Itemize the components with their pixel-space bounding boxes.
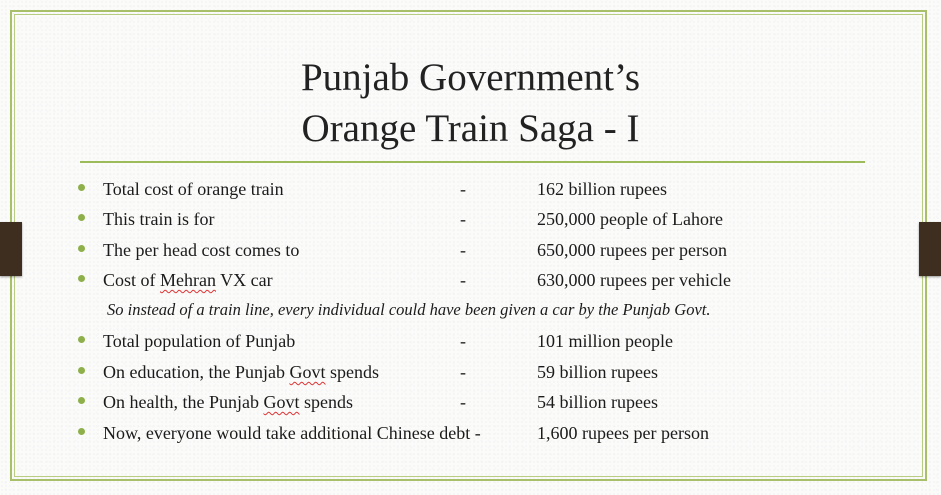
- item-value: 1,600 rupees per person: [537, 423, 709, 443]
- item-value: 162 billion rupees: [537, 179, 667, 199]
- item-separator: -: [460, 240, 466, 260]
- item-label: [103, 358, 379, 386]
- item-label: Total population of Punjab: [103, 331, 296, 351]
- list-item: [0, 358, 941, 388]
- list-item: [0, 419, 941, 449]
- bullet-dot: [78, 397, 85, 404]
- list-item: [0, 388, 941, 418]
- item-value: 59 billion rupees: [537, 362, 658, 382]
- label-text: On health, the Punjab: [103, 392, 264, 412]
- item-label: Total cost of orange train: [103, 179, 284, 199]
- item-separator: -: [460, 331, 466, 351]
- item-label: The per head cost comes to: [103, 240, 300, 260]
- item-separator: -: [460, 209, 466, 229]
- item-value: 54 billion rupees: [537, 392, 658, 412]
- list-item: [0, 266, 941, 296]
- spellcheck-word: Govt: [289, 362, 326, 382]
- label-text: VX car: [216, 270, 273, 290]
- note-text: So instead of a train line, every individual could have been given a car by the Punjab Govt.: [107, 300, 711, 319]
- item-label: [103, 266, 273, 294]
- bullet-dot: [78, 367, 85, 374]
- italic-note: [0, 296, 941, 326]
- item-value: 650,000 rupees per person: [537, 240, 727, 260]
- item-value: 630,000 rupees per vehicle: [537, 270, 731, 290]
- spellcheck-word: Mehran: [160, 270, 216, 290]
- title-line-1: Punjab Government’s: [300, 56, 641, 99]
- item-separator: -: [460, 270, 466, 290]
- item-label: Now, everyone would take additional Chinese debt -: [103, 423, 481, 443]
- item-separator: -: [460, 392, 466, 412]
- bullet-dot: [78, 184, 85, 191]
- bullet-dot: [78, 214, 85, 221]
- title-line-2: Orange Train Saga - I: [301, 107, 640, 150]
- spellcheck-word: Govt: [263, 392, 300, 412]
- item-value: 250,000 people of Lahore: [537, 209, 723, 229]
- label-text: Cost of: [103, 270, 161, 290]
- title-divider: [80, 161, 865, 163]
- item-separator: -: [460, 179, 466, 199]
- bullet-dot: [78, 245, 85, 252]
- list-item: [0, 327, 941, 357]
- item-label: [103, 388, 353, 416]
- item-value: 101 million people: [537, 331, 673, 351]
- list-item: [0, 175, 941, 205]
- bullet-dot: [78, 336, 85, 343]
- slide-title: [0, 52, 941, 154]
- item-separator: -: [460, 362, 466, 382]
- list-item: [0, 205, 941, 235]
- bullet-dot: [78, 275, 85, 282]
- label-text: On education, the Punjab: [103, 362, 290, 382]
- list-item: [0, 236, 941, 266]
- label-text: spends: [325, 362, 379, 382]
- label-text: spends: [299, 392, 353, 412]
- item-label: This train is for: [103, 209, 215, 229]
- bullet-dot: [78, 428, 85, 435]
